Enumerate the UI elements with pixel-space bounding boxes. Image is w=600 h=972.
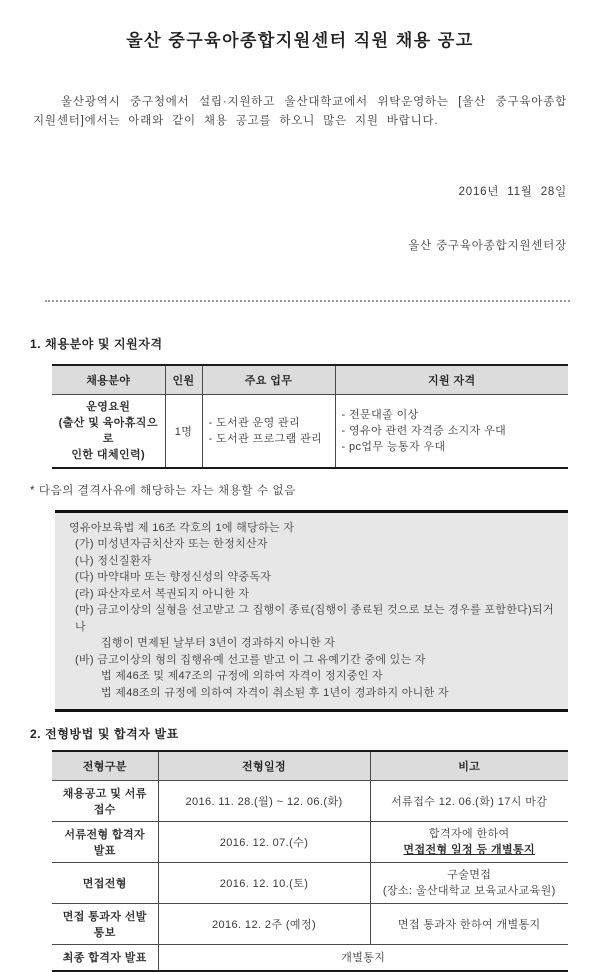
remark-line: 구술면접: [447, 868, 492, 881]
cell-schedule: 2016. 11. 28.(월) ~ 12. 06.(화): [158, 780, 370, 821]
remark-line: (장소: 울산대학교 보육교사교육원): [382, 884, 556, 897]
qualification-item: - 영유아 관련 자격증 소지자 우대: [341, 424, 507, 437]
disqualification-note: * 다음의 결격사유에 해당하는 자는 채용할 수 없음: [30, 484, 296, 497]
disqualification-line: (바) 금고이상의 형의 집행유예 선고를 받고 이 그 유예기간 중에 있는 자: [75, 653, 426, 666]
schedule-table-header-row: [52, 751, 568, 780]
col-header-duties: 주요 업무: [202, 365, 335, 394]
recruitment-table-row: [52, 394, 568, 468]
cell-schedule: 2016. 12. 07.(수): [158, 821, 370, 862]
disqualification-line: (나) 정신질환자: [75, 554, 152, 567]
cell-remarks: 면접 통과자 한하여 개별통지: [370, 903, 568, 944]
section1-heading: 1. 채용분야 및 지원자격: [30, 337, 163, 351]
cell-duties: [202, 394, 335, 468]
cell-remarks: [370, 862, 568, 903]
cell-schedule: 2016. 12. 2주 (예정): [158, 903, 370, 944]
col-header-schedule: 전형일정: [158, 751, 370, 780]
schedule-row-application: [52, 780, 568, 821]
disqualification-box: [55, 510, 568, 713]
cell-schedule: 2016. 12. 10.(토): [158, 862, 370, 903]
cell-remarks: [370, 821, 568, 862]
document-page: [0, 26, 600, 965]
schedule-table: [52, 750, 568, 972]
duty-item: - 도서관 운영 관리: [208, 416, 301, 429]
recruitment-table-header-row: [52, 365, 568, 394]
cell-merged-remarks: 개별통지: [158, 944, 568, 971]
date-issuer-block: [0, 147, 567, 291]
col-header-category: 전형구분: [52, 751, 158, 780]
cell-remarks: 서류접수 12. 06.(화) 17시 마감: [370, 780, 568, 821]
issuer-name: 울산 중구육아종합지원센터장: [408, 240, 567, 252]
field-line: 인한 대체인력): [71, 448, 146, 461]
recruitment-table: [52, 364, 568, 469]
disqualification-line: 법 제46조 및 제47조의 규정에 의하여 자격이 정지중인 자: [101, 670, 383, 682]
cell-qualifications: [335, 394, 568, 468]
cell-category: 면접전형: [52, 862, 158, 903]
cell-category: 서류전형 합격자 발표: [52, 821, 158, 862]
col-header-field: 채용분야: [52, 365, 165, 394]
disqualification-line: (마) 금고이상의 실형을 선고받고 그 집행이 종료(집행이 종료된 것으로 보는 경우를 포함한다)되거나: [75, 604, 554, 633]
field-line: 운영요원: [86, 400, 131, 413]
section2-heading: 2. 전형방법 및 합격자 발표: [30, 727, 179, 741]
duty-item: - 도서관 프로그램 관리: [208, 432, 323, 445]
dotted-separator: [45, 300, 570, 302]
col-header-headcount: 인원: [165, 365, 202, 394]
disqualification-line: (가) 미성년자금치산자 또는 한정치산자: [75, 538, 268, 550]
cell-field: [52, 394, 165, 468]
cell-category: 면접 통과자 선발통보: [52, 903, 158, 944]
remark-line: 합격자에 한하여: [428, 827, 510, 840]
remark-line-emphasized: 면접전형 일정 등 개별통지: [403, 843, 536, 856]
schedule-row-interview-result: [52, 903, 568, 944]
issue-date: 2016년 11월 28일: [458, 186, 567, 198]
cell-category: 채용공고 및 서류접수: [52, 780, 158, 821]
field-line: (출산 및 육아휴직으로: [58, 416, 158, 445]
schedule-row-document-result: [52, 821, 568, 862]
col-header-remarks: 비고: [370, 751, 568, 780]
cell-category: 최종 합격자 발표: [52, 944, 158, 971]
col-header-qualifications: 지원 자격: [335, 365, 568, 394]
disqualification-line: 집행이 면제된 날부터 3년이 경과하지 아니한 자: [101, 637, 336, 649]
disqualification-line: 영유아보육법 제 16조 각호의 1에 해당하는 자: [69, 521, 295, 534]
document-title: 울산 중구육아종합지원센터 직원 채용 공고: [126, 31, 474, 50]
cell-headcount: 1명: [165, 394, 202, 468]
disqualification-line: (라) 파산자로서 복권되지 아니한 자: [75, 587, 250, 600]
schedule-row-final-result: [52, 944, 568, 971]
intro-paragraph: 울산광역시 중구청에서 설립·지원하고 울산대학교에서 위탁운영하는 [울산 중구육아종합지원센터]에서는 아래와 같이 채용 공고를 하오니 많은 지원 바랍니다.: [33, 96, 567, 127]
disqualification-line: 법 제48조의 규정에 의하여 자격이 취소된 후 1년이 경과하지 아니한 자: [101, 686, 449, 699]
qualification-item: - 전문대졸 이상: [341, 408, 419, 421]
disqualification-line: (다) 마약대마 또는 향정신성의 약중독자: [75, 571, 272, 583]
schedule-row-interview: [52, 862, 568, 903]
qualification-item: - pc업무 능통자 우대: [341, 440, 446, 453]
